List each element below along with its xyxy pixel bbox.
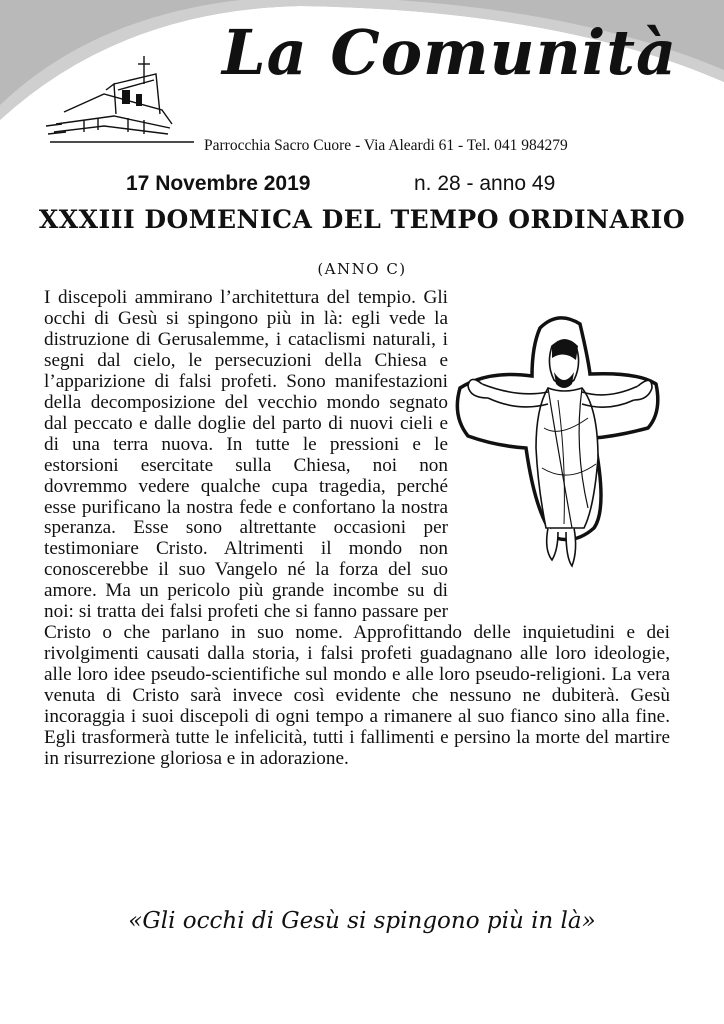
masthead-title: La Comunità: [222, 16, 678, 89]
article-title: XXXIII DOMENICA DEL TEMPO ORDINARIO: [38, 205, 686, 234]
issue-date: 17 Novembre 2019: [126, 172, 311, 195]
article-paragraph: I discepoli ammirano l’architettura del tempio. Gli occhi di Gesù si spingono più in là: egli vede la distruzione di Gerusalemme, i cataclismi naturali, i segni dal cielo, le persecuzioni della Chiesa e l’apparizione di falsi profeti. Sono manifestazioni della decomposizione del vecchio mondo segnato dal peccato e dalle doglie del parto di nuovi cieli e di una terra nuova. In tutte le pressioni e le estorsioni esercitate sulla Chiesa, noi non dovremmo vedere qualche cupa tragedia, perché esse purificano la nostra fede e confortano la nostra speranza. Esse sono altrettante occasioni per testimoniare Cristo. Altrimenti il mondo non conoscerebbe il suo Vangelo né la forza del suo amore. Ma un pericolo più grande incombe su di noi: si tratta dei falsi profeti che si fanno passare per Cristo o che parlano in suo nome. Approfittando delle inquietudini e dei rivolgimenti causati dalla storia, i falsi profeti guadagnano alle loro ideologie, alle loro idee pseudo-scientifiche sul mondo e alle loro pseudo-religioni. La vera venuta di Cristo sarà invece così evidente che nessuno ne dubiterà. Gesù incoraggia i suoi discepoli di ogni tempo a rimanere al suo fianco sino alla fine. Egli trasformerà tutte le infelicità, tutti i fallimenti e persino la morte del martire in risurrezione gloriosa e in adorazione.: [44, 287, 670, 769]
article-body: [44, 288, 670, 770]
risen-christ-cross-icon: [448, 288, 670, 610]
pull-quote: «Gli occhi di Gesù si spingono più in là»: [128, 908, 596, 934]
illustration-frame: [448, 288, 670, 610]
article-subtitle: (ANNO C): [317, 260, 407, 278]
issue-number: n. 28 - anno 49: [414, 172, 556, 195]
church-building-icon: [44, 54, 204, 154]
parish-address: Parrocchia Sacro Cuore - Via Aleardi 61 - Tel. 041 984279: [204, 137, 568, 154]
